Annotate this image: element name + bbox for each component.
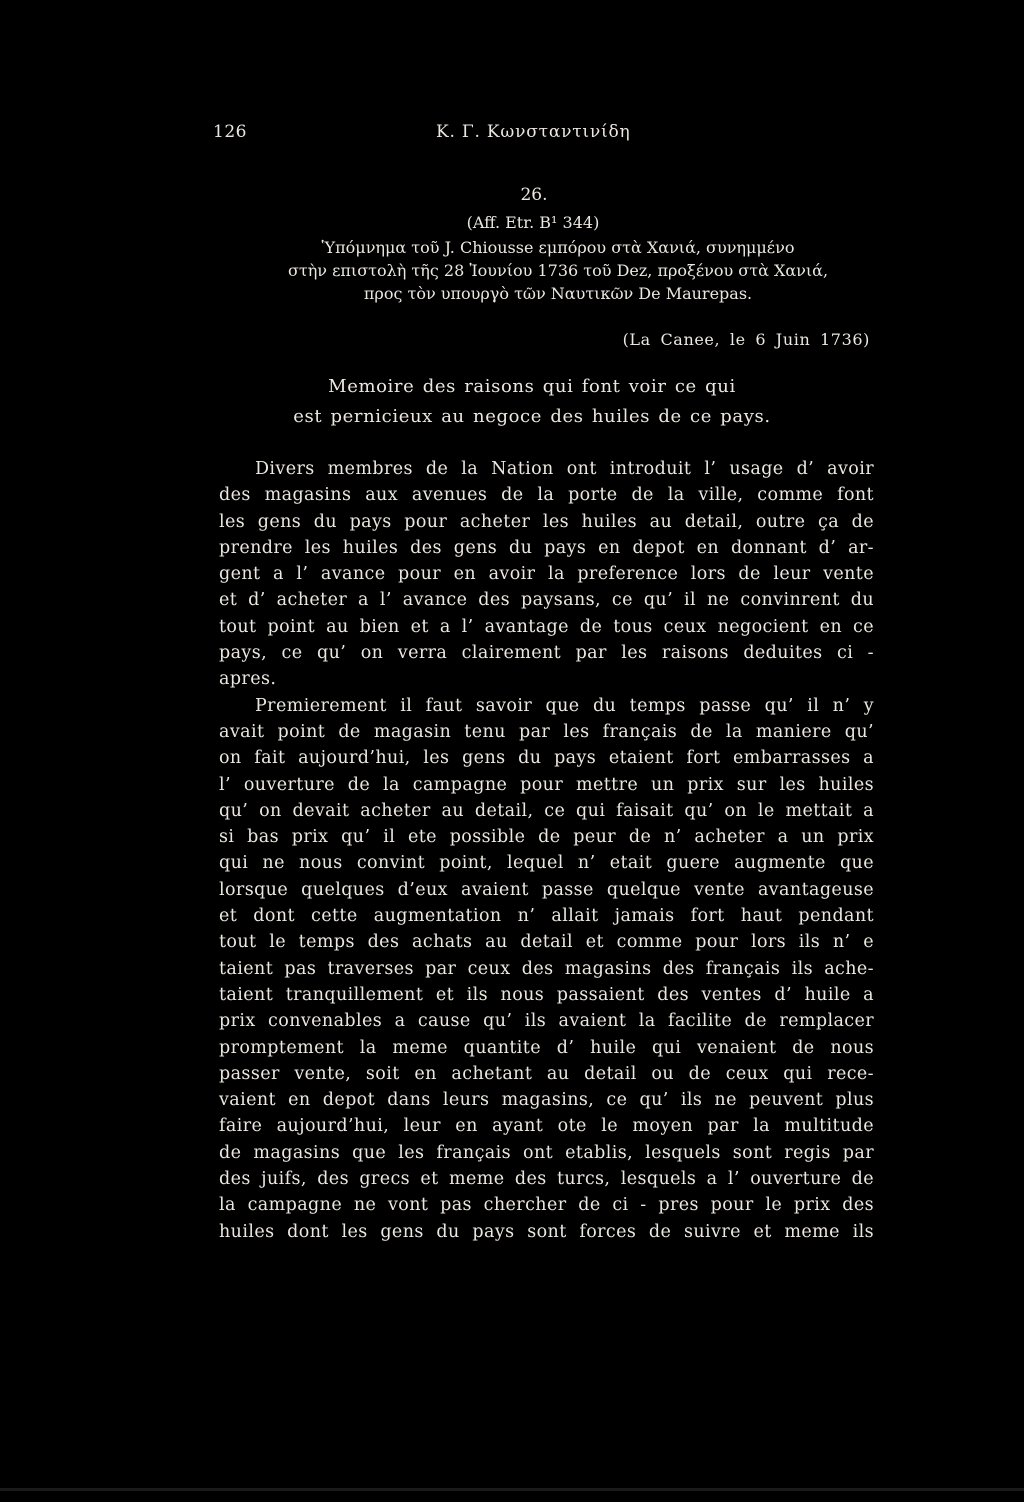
body-line: l’ ouverture de la campagne pour mettre un prix sur les huiles <box>219 774 874 795</box>
body-line: qui ne nous convint point, lequel n’ etait guere augmente que <box>219 853 874 874</box>
body-line: des juifs, des grecs et meme des turcs, lesquels a l’ ouverture de <box>219 1169 874 1190</box>
body-line: Premierement il faut savoir que du temps passe qu’ il n’ y <box>255 695 874 716</box>
body-line: prendre les huiles des gens du pays en depot en donnant d’ ar- <box>219 537 874 558</box>
body-line: prix convenables a cause qu’ ils avaient la facilite de remplacer <box>219 1011 874 1032</box>
body-text <box>219 456 874 1245</box>
body-line: tout le temps des achats au detail et comme pour lors ils n’ e <box>219 932 874 953</box>
archive-reference: (Aff. Etr. B¹ 344) <box>466 213 600 232</box>
body-line: faire aujourd’hui, leur en ayant ote le moyen par la multitude <box>219 1116 874 1137</box>
body-line: huiles dont les gens du pays sont forces de suivre et meme ils <box>219 1221 874 1242</box>
body-line: gent a l’ avance pour en avoir la preference lors de leur vente <box>219 564 874 585</box>
body-line: pays, ce qu’ on verra clairement par les raisons deduites ci - <box>219 643 874 664</box>
body-line: la campagne ne vont pas chercher de ci - pres pour le prix des <box>219 1195 874 1216</box>
body-line: les gens du pays pour acheter les huiles au detail, outre ça de <box>219 511 874 532</box>
body-line: des magasins aux avenues de la porte de la ville, comme font <box>219 485 874 506</box>
body-line: avait point de magasin tenu par les français de la maniere qu’ <box>219 721 874 742</box>
scan-edge-line <box>0 1488 1024 1491</box>
memo-title <box>0 372 1024 432</box>
title-line: est pernicieux au negoce des huiles de ce pays. <box>293 406 771 427</box>
body-line: vaient en depot dans leurs magasins, ce qu’ ils ne peuvent plus <box>219 1090 874 1111</box>
document-summary <box>258 236 858 305</box>
body-line: promptement la meme quantite d’ huile qui venaient de nous <box>219 1037 874 1058</box>
body-line: si bas prix qu’ il ete possible de peur de n’ acheter a un prix <box>219 827 874 848</box>
body-line: on fait aujourd’hui, les gens du pays etaient fort embarrasses a <box>219 748 874 769</box>
summary-line: προς τὸν υπουργὸ τῶν Ναυτικῶν De Maurepas. <box>363 284 753 303</box>
body-line: passer vente, soit en achetant au detail ou de ceux qui rece- <box>219 1063 874 1084</box>
body-line: de magasins que les français ont etablis, lesquels sont regis par <box>219 1142 874 1163</box>
page-number: 126 <box>213 122 247 142</box>
body-line: taient tranquillement et ils nous passaient des ventes d’ huile a <box>219 984 874 1005</box>
dateline: (La Canee, le 6 Juin 1736) <box>622 330 870 349</box>
body-line: lorsque quelques d’eux avaient passe quelque vente avantageuse <box>219 879 874 900</box>
body-line: qu’ on devait acheter au detail, ce qui faisait qu’ on le mettait a <box>219 800 874 821</box>
body-line: Divers membres de la Nation ont introduit l’ usage d’ avoir <box>255 459 874 479</box>
document-number: 26. <box>520 185 548 205</box>
body-line: et d’ acheter a l’ avance des paysans, ce qu’ il ne convinrent du <box>219 590 874 611</box>
body-line: et dont cette augmentation n’ allait jamais fort haut pendant <box>219 906 874 927</box>
title-line: Memoire des raisons qui font voir ce qui <box>328 376 736 397</box>
body-line: taient pas traverses par ceux des magasins des français ils ache- <box>219 958 874 979</box>
body-line: apres. <box>219 669 277 690</box>
running-header-author: Κ. Γ. Κωνσταντινίδη <box>436 122 631 142</box>
body-line: tout point au bien et a l’ avantage de tous ceux negocient en ce <box>219 616 874 637</box>
summary-line: Ὑπόμνημα τοῦ J. Chiousse εμπόρου στὰ Χανιά, συνημμένο <box>321 238 795 257</box>
summary-line: στὴν επιστολὴ τῆς 28 Ἰουνίου 1736 τοῦ Dez, πρoξένου στὰ Χανιά, <box>287 261 829 280</box>
